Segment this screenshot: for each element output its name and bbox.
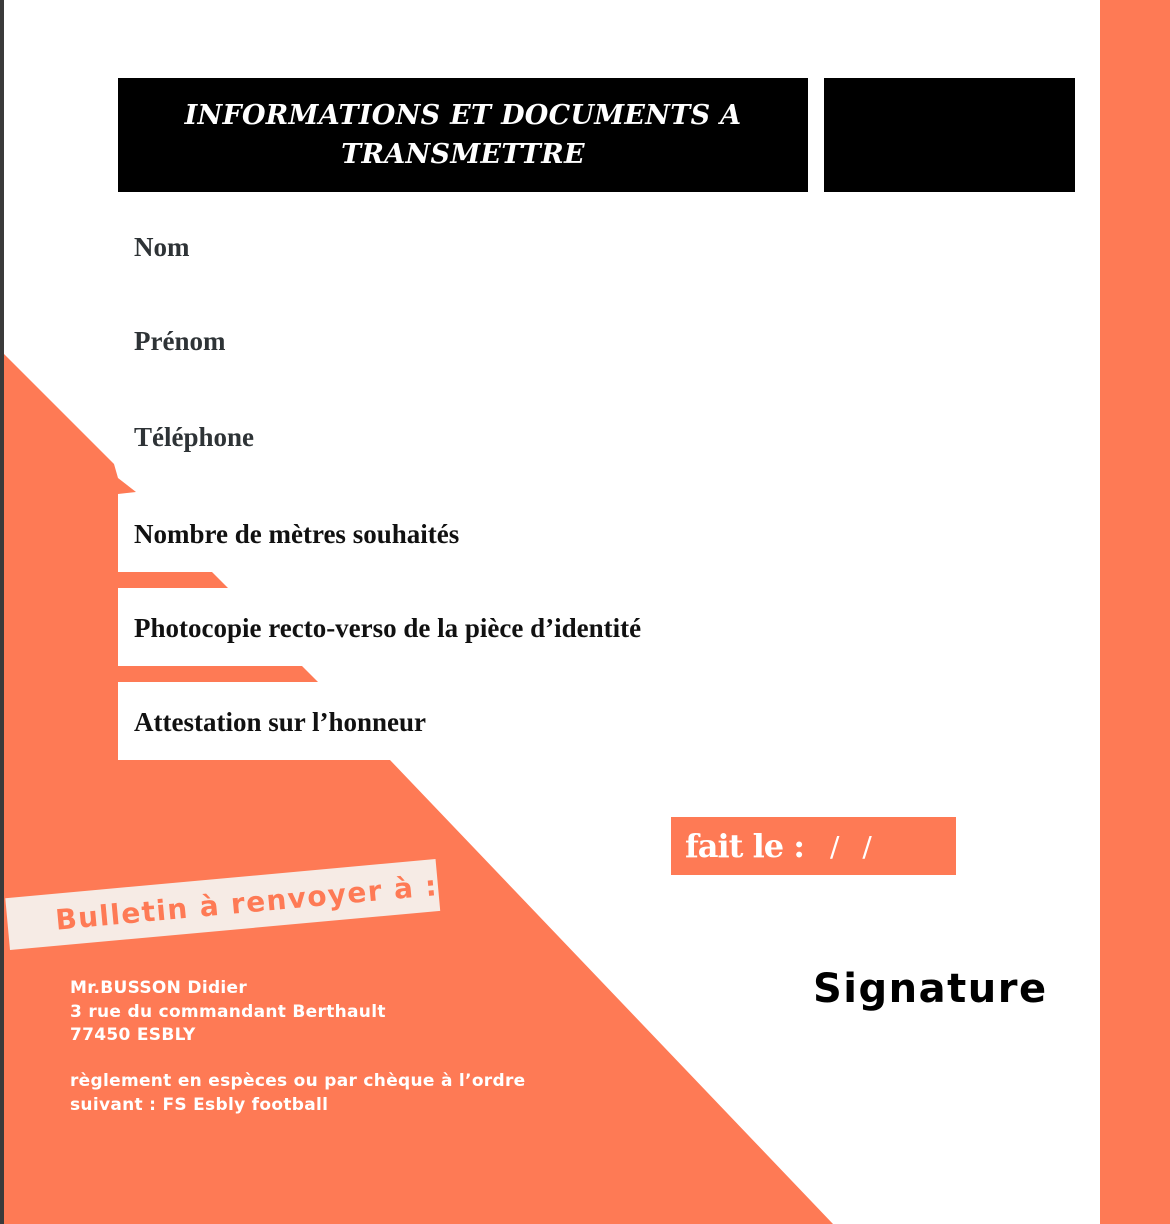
header-banner [118, 78, 808, 192]
date-box [671, 817, 956, 875]
address-city: 77450 ESBLY [70, 1025, 196, 1045]
date-label: fait le : [685, 827, 805, 865]
postal-address [70, 977, 386, 1048]
signature-label: Signature [813, 966, 1048, 1012]
return-banner-text: Bulletin à renvoyer à : [53, 868, 440, 937]
address-street: 3 rue du commandant Berthault [70, 1001, 386, 1022]
field-prenom: Prénom [134, 326, 226, 356]
payment-line-2: suivant : FS Esbly football [70, 1094, 329, 1115]
page-title: INFORMATIONS ET DOCUMENTS A TRANSMETTRE [184, 100, 742, 170]
field-photocopie: Photocopie recto-verso de la pièce d’identité [134, 613, 642, 643]
field-nom: Nom [134, 232, 190, 262]
date-placeholder: / / [830, 829, 872, 863]
address-name: Mr.BUSSON Didier [70, 978, 248, 998]
payment-line-1: règlement en espèces ou par chèque à l’ordre [70, 1071, 526, 1091]
field-attestation: Attestation sur l’honneur [134, 707, 427, 737]
right-stripe [1100, 0, 1170, 1224]
field-metres: Nombre de mètres souhaités [134, 519, 460, 549]
payment-info [70, 1070, 525, 1117]
field-telephone: Téléphone [134, 422, 255, 452]
header-side-block [824, 78, 1075, 192]
